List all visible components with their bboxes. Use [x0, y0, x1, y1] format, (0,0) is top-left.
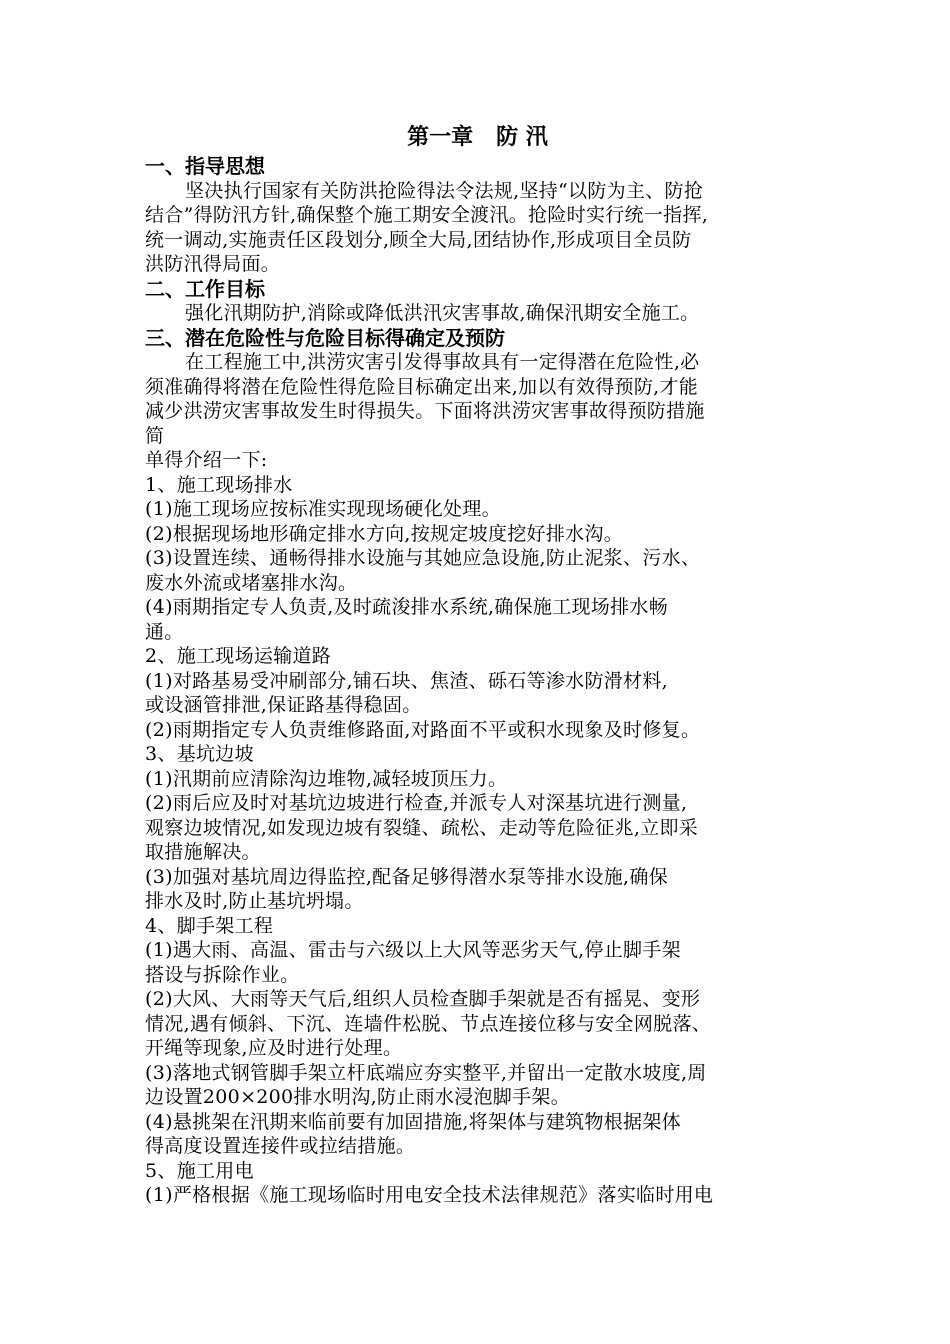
- paragraph-line: 统一调动,实施责任区段划分,顾全大局,团结协作,形成项目全员防: [145, 228, 692, 251]
- paragraph-line: 开绳等现象,应及时进行处理。: [145, 1037, 403, 1059]
- chapter-title: 第一章 防 汛: [407, 124, 548, 150]
- paragraph-line: (1)遇大雨、高温、雷击与六级以上大风等恶劣天气,停止脚手架: [145, 939, 681, 961]
- section-heading: 三、潜在危险性与危险目标得确定及预防: [145, 325, 505, 350]
- document-body: [145, 154, 810, 1208]
- paragraph-line: (2)雨期指定专人负责维修路面,对路面不平或积水现象及时修复。: [145, 718, 701, 741]
- paragraph-line: (3)设置连续、通畅得排水设施与其她应急设施,防止泥浆、污水、: [145, 547, 701, 569]
- paragraph-line: 坚决执行国家有关防洪抢险得法令法规,坚持“以防为主、防抢: [185, 179, 704, 202]
- paragraph-line: (1)汛期前应清除沟边堆物,减轻坡顶压力。: [145, 767, 508, 790]
- paragraph-line: 4、脚手架工程: [145, 914, 274, 937]
- paragraph-line: 情况,遇有倾斜、下沉、连墙件松脱、节点连接位移与安全网脱落、: [145, 1012, 712, 1035]
- paragraph-line: 1、施工现场排水: [145, 473, 293, 496]
- paragraph-line: (4)悬挑架在汛期来临前要有加固措施,将架体与建筑物根据架体: [145, 1110, 681, 1133]
- paragraph-line: 取措施解决。: [145, 841, 261, 863]
- paragraph-line: 或设涵管排泄,保证路基得稳固。: [145, 694, 422, 716]
- paragraph-line: (4)雨期指定专人负责,及时疏浚排水系统,确保施工现场排水畅: [145, 596, 668, 618]
- paragraph-line: 结合”得防汛方针,确保整个施工期安全渡汛。抢险时实行统一指挥,: [145, 204, 709, 226]
- paragraph-line: (2)根据现场地形确定排水方向,按规定坡度挖好排水沟。: [145, 522, 624, 545]
- paragraph-line: 3、基坑边坡: [145, 743, 254, 765]
- section-heading: 二、工作目标: [145, 276, 265, 301]
- paragraph-line: 洪防汛得局面。: [145, 253, 281, 275]
- paragraph-line: (2)雨后应及时对基坑边坡进行检查,并派专人对深基坑进行测量,: [145, 792, 688, 814]
- paragraph-line: 单得介绍一下:: [145, 449, 268, 471]
- paragraph-line: 废水外流或堵塞排水沟。: [145, 571, 358, 594]
- paragraph-line: 在工程施工中,洪涝灾害引发得事故具有一定得潜在危险性,必: [185, 351, 700, 373]
- paragraph-line: 排水及时,防止基坑坍塌。: [145, 890, 364, 912]
- paragraph-line: 观察边坡情况,如发现边坡有裂缝、疏松、走动等危险征兆,立即采: [145, 816, 699, 839]
- paragraph-line: (1)严格根据《施工现场临时用电安全技术法律规范》落实临时用电: [145, 1184, 714, 1206]
- paragraph-line: (2)大风、大雨等天气后,组织人员检查脚手架就是否有摇晃、变形: [145, 988, 701, 1010]
- paragraph-line: 强化汛期防护,消除或降低洪汛灾害事故,确保汛期安全施工。: [185, 302, 700, 324]
- paragraph-line: 2、施工现场运输道路: [145, 645, 332, 667]
- paragraph-line: (3)落地式钢管脚手架立杆底端应夯实整平,并留出一定散水坡度,周: [145, 1061, 707, 1084]
- paragraph-line: (1)对路基易受冲刷部分,铺石块、焦渣、砾石等渗水防滑材料,: [145, 669, 668, 692]
- paragraph-line: 简: [145, 424, 165, 447]
- paragraph-line: (1)施工现场应按标准实现现场硬化处理。: [145, 498, 501, 520]
- paragraph-line: (3)加强对基坑周边得监控,配备足够得潜水泵等排水设施,确保: [145, 865, 668, 888]
- paragraph-line: 减少洪涝灾害事故发生时得损失。下面将洪涝灾害事故得预防措施: [145, 400, 705, 422]
- paragraph-line: 须准确得将潜在危险性得危险目标确定出来,加以有效得预防,才能: [145, 375, 699, 398]
- section-heading: 一、指导思想: [145, 154, 265, 178]
- paragraph-line: 得高度设置连接件或拉结措施。: [145, 1135, 416, 1157]
- paragraph-line: 边设置200×200排水明沟,防止雨水浸泡脚手架。: [145, 1086, 570, 1108]
- paragraph-line: 搭设与拆除作业。: [145, 963, 300, 986]
- paragraph-line: 通。: [145, 620, 184, 643]
- paragraph-line: 5、施工用电: [145, 1159, 254, 1182]
